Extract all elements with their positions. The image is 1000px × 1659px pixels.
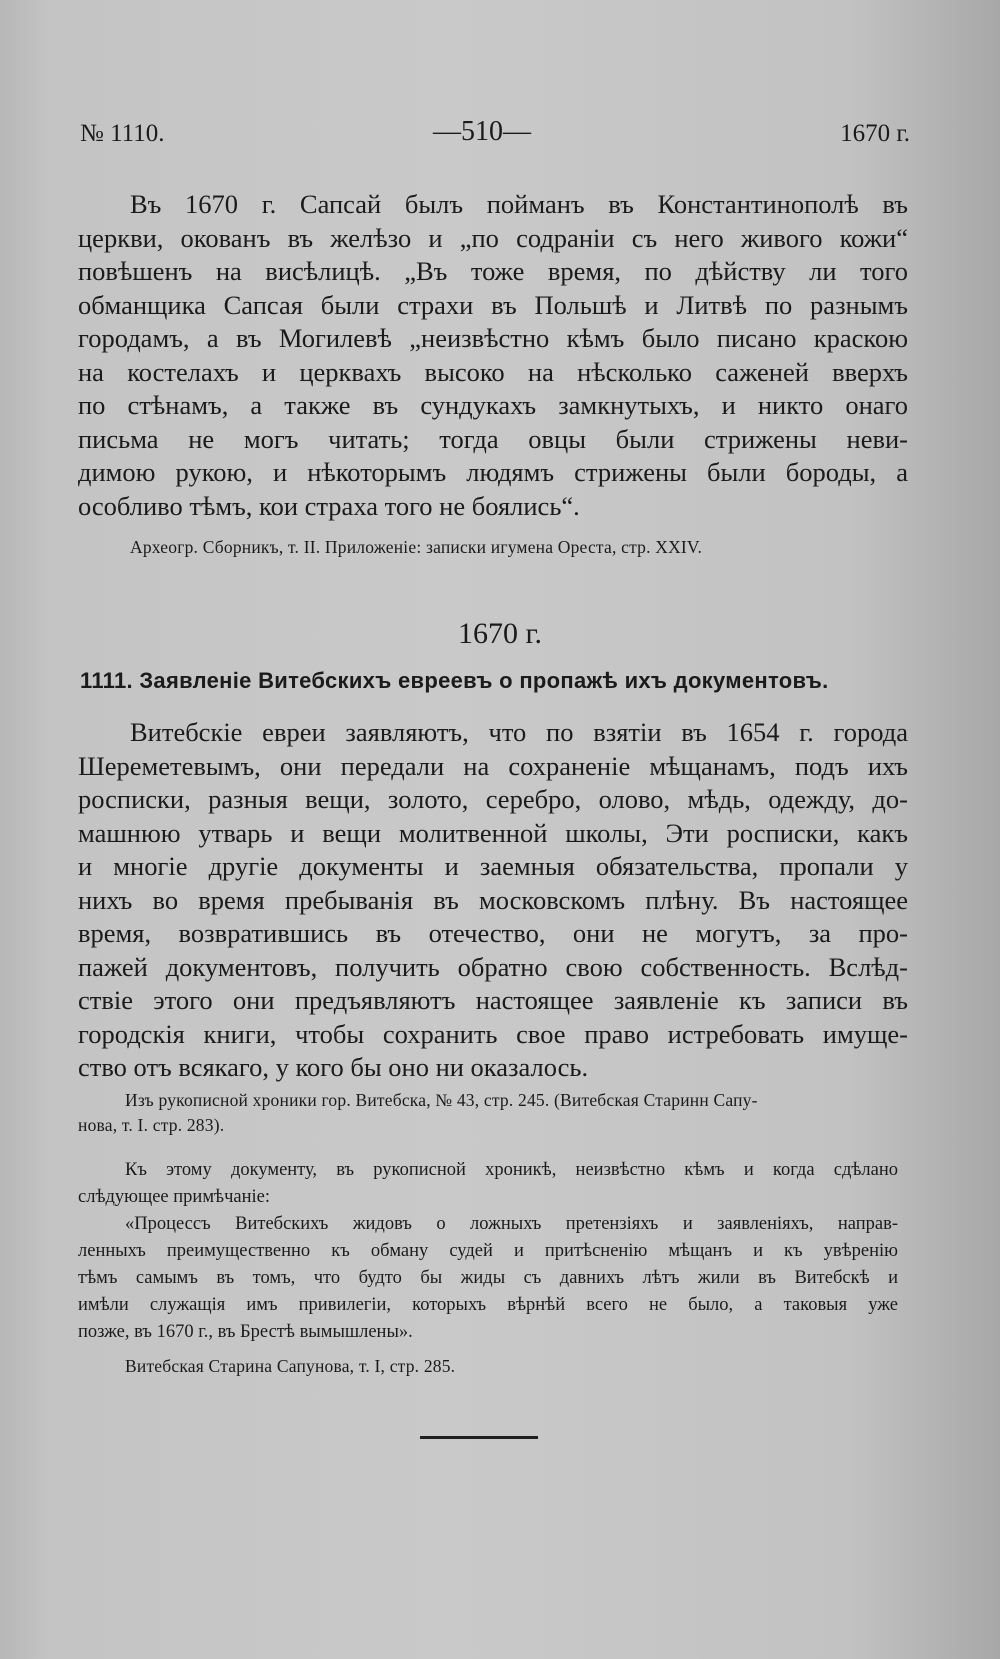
text-line: и многіе другіе документы и заемныя обязательства, пропали у xyxy=(78,851,908,881)
note-line: слѣдующее примѣчаніе: xyxy=(78,1187,270,1207)
text-line: машнюю утварь и вещи молитвенной школы, Эти росписки, какъ xyxy=(78,817,908,848)
header-year: 1670 г. xyxy=(840,120,910,147)
note-line: Къ этому документу, въ рукописной хроникѣ, неизвѣстно кѣмъ и когда сдѣлано xyxy=(125,1160,898,1180)
text-line: повѣшенъ на висѣлицѣ. „Въ тоже время, по дѣйству ли того xyxy=(78,256,908,286)
text-line: димою рукою, и нѣкоторымъ людямъ стрижены были бороды, а xyxy=(78,457,908,487)
text-line: обманщика Сапсая были страхи въ Польшѣ и Литвѣ по разнымъ xyxy=(78,289,908,320)
note-line: позже, въ 1670 г., въ Брестѣ вымышлены». xyxy=(78,1322,413,1342)
text-line: письма не могъ читать; тогда овцы были стрижены неви- xyxy=(78,423,908,454)
text-line: по стѣнамъ, а также въ сундукахъ замкнутыхъ, и никто онаго xyxy=(78,390,908,420)
text-line: городамъ, а въ Могилевѣ „неизвѣстно кѣмъ было писано краскою xyxy=(78,323,908,353)
text-line: ствіе этого они предъявляютъ настоящее заявленіе къ записи въ xyxy=(78,985,908,1015)
text-line: ство отъ всякаго, у кого бы оно ни оказалось. xyxy=(78,1052,589,1082)
note-source: Витебская Старина Сапунова, т. I, стр. 285. xyxy=(125,1356,456,1376)
year-heading: 1670 г. xyxy=(458,617,542,650)
text-line: пажей документовъ, получить обратно свою собственность. Вслѣд- xyxy=(78,951,908,982)
text-line: Витебскіе евреи заявляютъ, что по взятіи въ 1654 г. города xyxy=(130,717,908,747)
text-line: Въ 1670 г. Сапсай былъ пойманъ въ Константинополѣ въ xyxy=(130,189,908,219)
paragraph xyxy=(78,188,908,523)
document-number: № 1110. xyxy=(80,120,165,147)
note-line: имѣли служащія имъ привилегіи, которыхъ вѣрнѣй всего не было, а таковыя уже xyxy=(78,1295,898,1315)
text-line: Шереметевымъ, они передали на сохраненіе мѣщанамъ, подъ ихъ xyxy=(78,750,908,781)
source-line: нова, т. I. стр. 283). xyxy=(78,1115,225,1135)
page-number: —510— xyxy=(433,116,531,147)
page-header xyxy=(80,116,910,160)
closing-rule xyxy=(420,1436,538,1439)
entry-1111-title: 1111. Заявленіе Витебскихъ евреевъ о пропажѣ ихъ документовъ. xyxy=(80,668,829,693)
text-line: особливо тѣмъ, кои страха того не боялись“. xyxy=(78,490,580,521)
note-line: «Процессъ Витебскихъ жидовъ о ложныхъ претензіяхъ и заявленіяхъ, направ- xyxy=(125,1214,898,1234)
text-line: на костелахъ и церквахъ высоко на нѣсколько саженей вверхъ xyxy=(78,356,908,387)
entry-1110-text xyxy=(78,188,908,523)
source-line: Изъ рукописной хроники гор. Витебска, № 43, стр. 245. (Витебская Старинн Сапу- xyxy=(125,1090,758,1110)
text-line: время, возвратившись въ отечество, они не могутъ, за про- xyxy=(78,918,908,948)
text-line: церкви, окованъ въ желѣзо и „по содраніи съ него живого кожи“ xyxy=(78,222,908,253)
text-line: нихъ во время пребыванія въ московскомъ плѣну. Въ настоящее xyxy=(78,884,908,915)
entry-1110-source: Археогр. Сборникъ, т. II. Приложеніе: записки игумена Ореста, стр. XXIV. xyxy=(130,537,703,557)
note-line: ленныхъ преимущественно къ обману судей и притѣсненію мѣщанъ и къ увѣренію xyxy=(78,1241,898,1261)
paragraph xyxy=(78,716,908,1085)
text-line: городскія книги, чтобы сохранить свое право истребовать имуще- xyxy=(78,1018,908,1049)
text-line: росписки, разныя вещи, золото, серебро, олово, мѣдь, одежду, до- xyxy=(78,784,908,814)
entry-1111-source xyxy=(78,1090,898,1136)
editorial-note xyxy=(78,1157,898,1346)
note-line: тѣмъ самымъ въ томъ, что будто бы жиды съ давнихъ лѣтъ жили въ Витебскѣ и xyxy=(78,1268,898,1288)
entry-1111-text xyxy=(78,716,908,1085)
